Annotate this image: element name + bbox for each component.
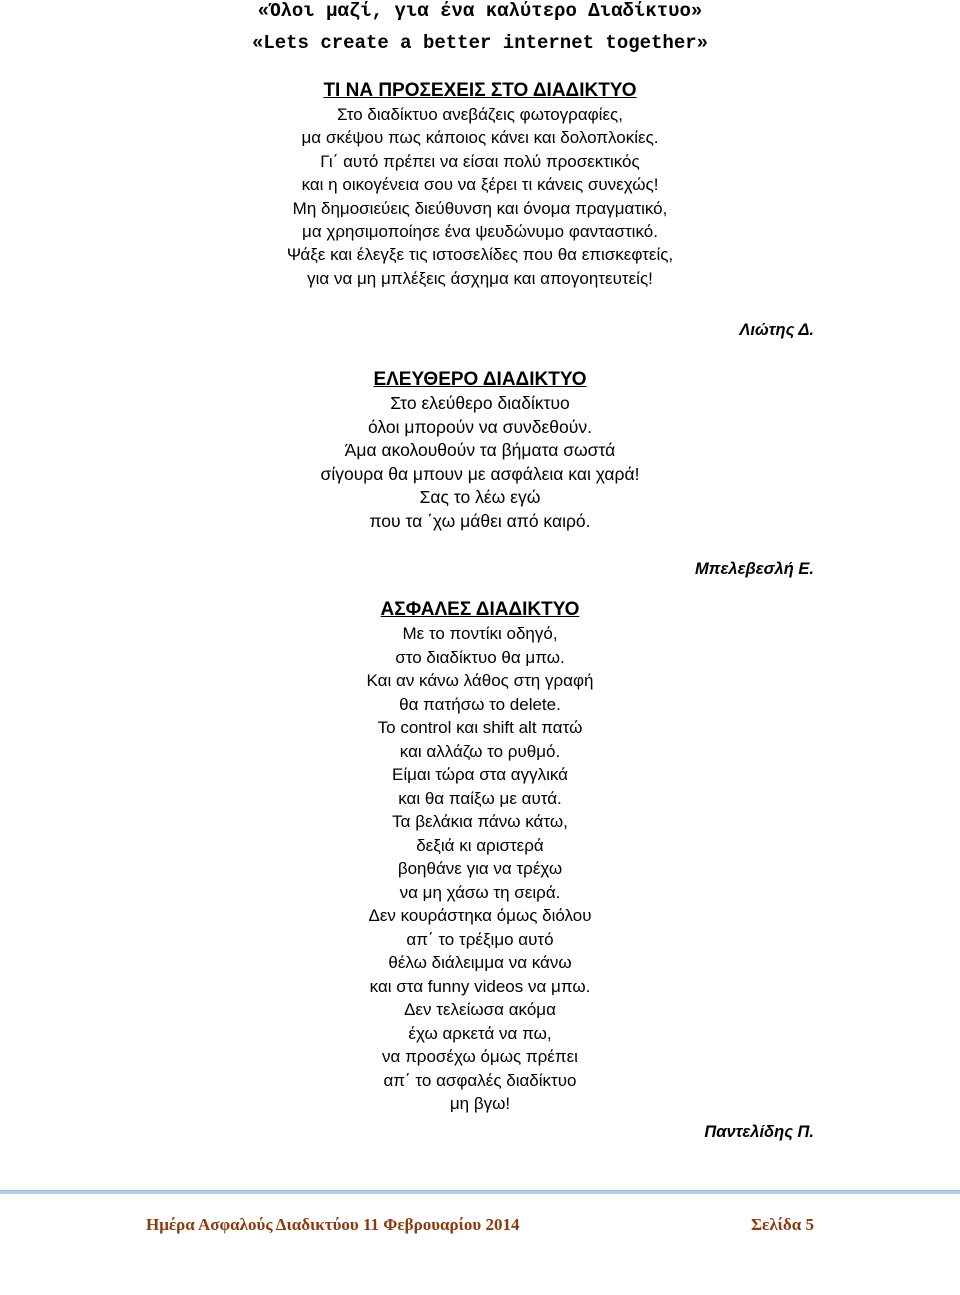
header-slogan-english: «Lets create a better internet together»	[251, 32, 709, 54]
poem-3	[0, 598, 960, 1116]
header-slogan-greek: «Όλοι μαζί, για ένα καλύτερο Διαδίκτυο»	[257, 0, 703, 22]
poem-line: θέλω διάλειμμα να κάνω	[388, 953, 572, 972]
poem-line: Άμα ακολουθούν τα βήματα σωστά	[344, 440, 616, 460]
poem-line: Σας το λέω εγώ	[419, 487, 541, 507]
poem-line: Μη δημοσιεύεις διεύθυνση και όνομα πραγματικό,	[292, 198, 668, 218]
poem-line: θα πατήσω το delete.	[399, 694, 561, 714]
poem-line: Τα βελάκια πάνω κάτω,	[392, 812, 568, 831]
poem-author: Μπελεβεσλή Ε.	[695, 560, 814, 578]
poem-line: να προσέχω όμως πρέπει	[382, 1047, 578, 1066]
poem-title: ΕΛΕΥΘΕΡΟ ΔΙΑΔΙΚΤΥΟ	[373, 369, 587, 390]
poem-line: Και αν κάνω λάθος στη γραφή	[366, 671, 594, 690]
poem-line: Είμαι τώρα στα αγγλικά	[392, 765, 568, 784]
poem-line: μα χρησιμοποίησε ένα ψευδώνυμο φανταστικό.	[302, 221, 658, 241]
poem-line: και στα funny videos να μπω.	[369, 976, 591, 996]
poem-line: Στο διαδίκτυο ανεβάζεις φωτογραφίες,	[337, 105, 623, 124]
poem-author: Λιώτης Δ.	[739, 321, 814, 339]
poem-title: ΤΙ ΝΑ ΠΡΟΣΕΧΕΙΣ ΣΤΟ ΔΙΑΔΙΚΤΥΟ	[323, 80, 637, 101]
poem-line: απ΄ το τρέξιμο αυτό	[406, 929, 554, 949]
footer-divider	[0, 1190, 960, 1194]
footer-event-date: Ημέρα Ασφαλούς Διαδικτύου 11 Φεβρουαρίου 2014	[146, 1215, 520, 1234]
poem-1	[0, 79, 960, 290]
poem-line: μα σκέψου πως κάποιος κάνει και δολοπλοκίες.	[301, 128, 659, 148]
poem-line: απ΄ το ασφαλές διαδίκτυο	[383, 1070, 577, 1090]
poem-line: σίγουρα θα μπουν με ασφάλεια και χαρά!	[320, 463, 640, 484]
poem-line: που τα ΄χω μάθει από καιρό.	[369, 510, 591, 531]
poem-line: Γι΄ αυτό πρέπει να είσαι πολύ προσεκτικός	[320, 151, 640, 171]
poem-line: βοηθάνε για να τρέχω	[397, 859, 563, 878]
poem-line: Δεν τελείωσα ακόμα	[404, 1000, 556, 1019]
poem-line: Με το ποντίκι οδηγό,	[402, 624, 558, 643]
poem-line: Στο ελεύθερο διαδίκτυο	[390, 393, 570, 413]
poem-line: να μη χάσω τη σειρά.	[399, 882, 561, 902]
poem-title: ΑΣΦΑΛΕΣ ΔΙΑΔΙΚΤΥΟ	[380, 599, 580, 620]
poem-line: Δεν κουράστηκα όμως διόλου	[368, 906, 592, 925]
poem-line: μη βγω!	[449, 1094, 511, 1113]
footer-page-number: Σελίδα 5	[750, 1215, 814, 1234]
poem-2	[0, 368, 960, 533]
poem-line: Ψάξε και έλεγξε τις ιστοσελίδες που θα επισκεφτείς,	[286, 245, 674, 265]
poem-line: και θα παίξω με αυτά.	[398, 788, 562, 808]
poem-line: και η οικογένεια σου να ξέρει τι κάνεις συνεχώς!	[301, 175, 659, 195]
poem-line: στο διαδίκτυο θα μπω.	[395, 647, 565, 667]
poem-line: έχω αρκετά να πω,	[408, 1023, 552, 1043]
poem-line: Το control και shift alt πατώ	[377, 718, 583, 737]
poem-line: για να μη μπλέξεις άσχημα και απογοητευτείς!	[307, 268, 653, 288]
poem-line: δεξιά κι αριστερά	[416, 835, 544, 855]
poem-line: και αλλάζω το ρυθμό.	[399, 741, 561, 761]
poem-author: Παντελίδης Π.	[704, 1123, 814, 1141]
poem-line: όλοι μπορούν να συνδεθούν.	[368, 416, 592, 437]
